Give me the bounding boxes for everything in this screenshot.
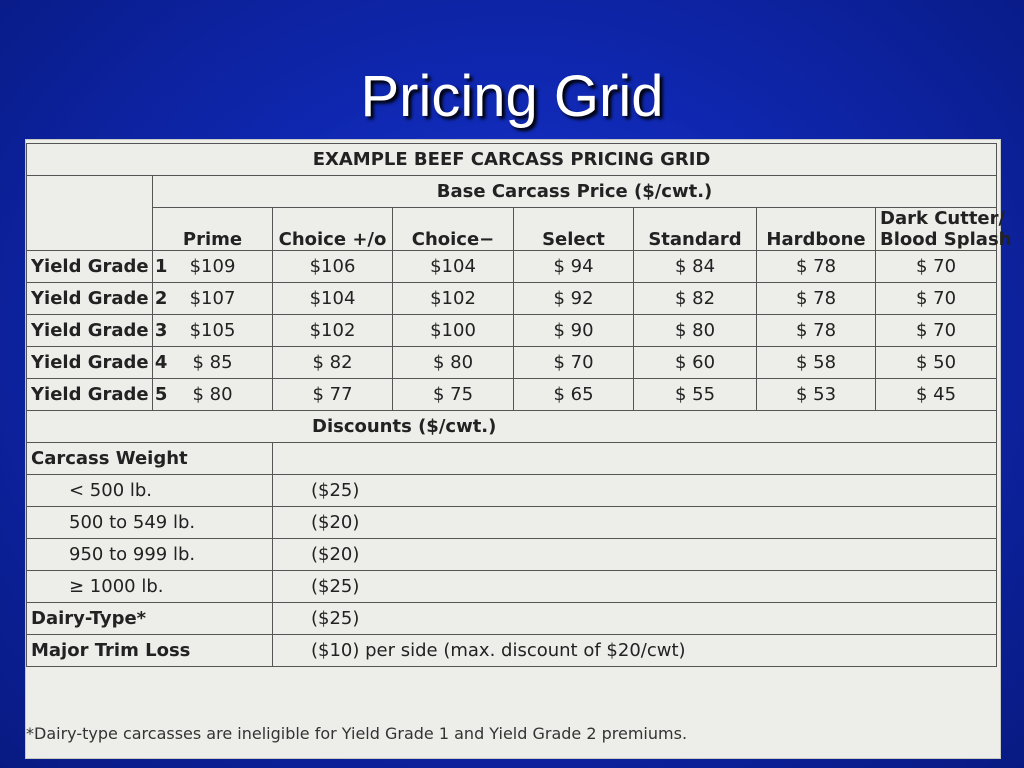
price-cell: $ 80: [153, 379, 273, 411]
price-cell: $102: [273, 315, 393, 347]
price-cell: $ 70: [876, 251, 997, 283]
column-header: Choice +/o: [273, 208, 393, 251]
table-row: [27, 539, 997, 571]
slide-title: Pricing Grid: [360, 64, 664, 129]
weight-range-label: < 500 lb.: [27, 475, 273, 507]
discount-value: ($20): [273, 507, 997, 539]
price-cell: $ 85: [153, 347, 273, 379]
table-row: [27, 635, 997, 667]
weight-range-label: 950 to 999 lb.: [27, 539, 273, 571]
price-cell: $ 70: [876, 315, 997, 347]
column-header: Standard: [634, 208, 757, 251]
discount-value: ($25): [273, 475, 997, 507]
price-cell: $105: [153, 315, 273, 347]
row-label: Yield Grade 3: [27, 315, 153, 347]
table-title: EXAMPLE BEEF CARCASS PRICING GRID: [27, 144, 997, 176]
price-cell: $104: [393, 251, 514, 283]
discounts-header: Discounts ($/cwt.): [27, 411, 997, 443]
column-header: Select: [514, 208, 634, 251]
column-header-line: Dark Cutter/: [880, 208, 1006, 229]
price-cell: $ 78: [757, 315, 876, 347]
pricing-grid-table: [26, 143, 1012, 667]
price-cell: $100: [393, 315, 514, 347]
table-row: [27, 603, 997, 635]
carcass-weight-label: Carcass Weight: [27, 443, 273, 475]
discount-value: ($20): [273, 539, 997, 571]
table-row: [27, 251, 997, 283]
column-header: Hardbone: [757, 208, 876, 251]
discount-value: ($10) per side (max. discount of $20/cwt): [273, 635, 997, 667]
price-cell: $ 82: [634, 283, 757, 315]
price-cell: $106: [273, 251, 393, 283]
row-label: Yield Grade 1: [27, 251, 153, 283]
table-row: [27, 315, 997, 347]
price-cell: $ 80: [634, 315, 757, 347]
price-cell: $ 70: [876, 283, 997, 315]
price-cell: $ 78: [757, 251, 876, 283]
base-price-header: Base Carcass Price ($/cwt.): [153, 176, 997, 208]
row-label: Yield Grade 5: [27, 379, 153, 411]
empty-corner-cell: [27, 176, 153, 251]
row-label: Yield Grade 2: [27, 283, 153, 315]
price-cell: $ 77: [273, 379, 393, 411]
row-label: Yield Grade 4: [27, 347, 153, 379]
pricing-grid-image: [26, 140, 1012, 758]
price-cell: $ 78: [757, 283, 876, 315]
column-header-line: Blood Splash: [880, 229, 1012, 250]
column-header: [876, 208, 1012, 251]
price-cell: $ 60: [634, 347, 757, 379]
price-cell: $ 65: [514, 379, 634, 411]
price-cell: $ 94: [514, 251, 634, 283]
trim-loss-label: Major Trim Loss: [27, 635, 273, 667]
price-cell: $ 70: [514, 347, 634, 379]
table-row: [27, 571, 997, 603]
price-cell: $109: [153, 251, 273, 283]
weight-range-label: 500 to 549 lb.: [27, 507, 273, 539]
price-cell: $ 58: [757, 347, 876, 379]
price-cell: $ 82: [273, 347, 393, 379]
price-cell: $ 92: [514, 283, 634, 315]
table-row: [27, 379, 997, 411]
column-header: Prime: [153, 208, 273, 251]
table-row: [27, 347, 997, 379]
price-cell: $107: [153, 283, 273, 315]
table-row: [27, 283, 997, 315]
price-cell: $104: [273, 283, 393, 315]
column-header: Choice−: [393, 208, 514, 251]
weight-range-label: ≥ 1000 lb.: [27, 571, 273, 603]
price-cell: $ 45: [876, 379, 997, 411]
price-cell: $ 50: [876, 347, 997, 379]
table-row: [27, 507, 997, 539]
price-cell: $ 80: [393, 347, 514, 379]
discount-value: ($25): [273, 571, 997, 603]
discount-value: ($25): [273, 603, 997, 635]
dairy-type-label: Dairy-Type*: [27, 603, 273, 635]
price-cell: $ 75: [393, 379, 514, 411]
price-cell: $102: [393, 283, 514, 315]
table-row: [27, 475, 997, 507]
table-row: [27, 443, 997, 475]
footnote: *Dairy-type carcasses are ineligible for Yield Grade 1 and Yield Grade 2 premiums.: [26, 724, 688, 743]
price-cell: $ 90: [514, 315, 634, 347]
price-cell: $ 55: [634, 379, 757, 411]
empty-cell: [273, 443, 997, 475]
price-cell: $ 84: [634, 251, 757, 283]
price-cell: $ 53: [757, 379, 876, 411]
